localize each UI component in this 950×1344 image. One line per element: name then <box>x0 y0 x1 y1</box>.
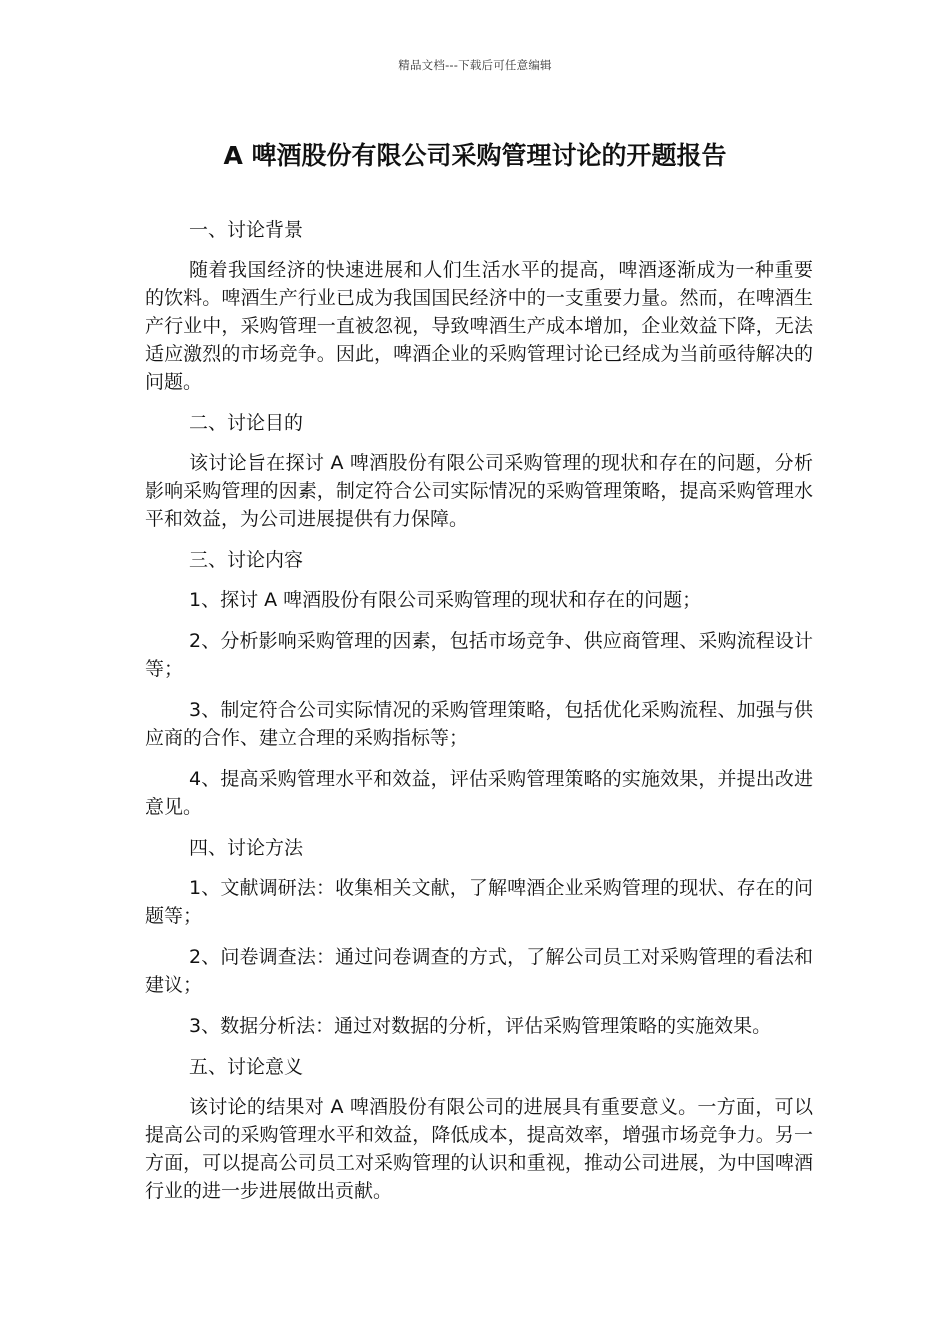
section-heading-methods: 四、讨论方法 <box>189 837 304 859</box>
section-heading-background: 一、讨论背景 <box>189 219 304 241</box>
section-heading-content: 三、讨论内容 <box>189 549 304 571</box>
document-title: A 啤酒股份有限公司采购管理讨论的开题报告 <box>223 141 727 170</box>
content-item-3: 3、制定符合公司实际情况的采购管理策略，包括优化采购流程、加强与供应商的合作、建立合理的采购指标等； <box>145 699 813 749</box>
method-item-2: 2、问卷调查法：通过问卷调查的方式，了解公司员工对采购管理的看法和建议； <box>145 946 813 996</box>
content-item-2: 2、分析影响采购管理的因素，包括市场竞争、供应商管理、采购流程设计等； <box>145 630 813 680</box>
paragraph-significance: 该讨论的结果对 A 啤酒股份有限公司的进展具有重要意义。一方面，可以提高公司的采购管理水平和效益，降低成本，提高效率，增强市场竞争力。另一方面，可以提高公司员工对采购管理的认识和重视，推动公司进展，为中国啤酒行业的进一步进展做出贡献。 <box>145 1096 813 1202</box>
paragraph-background: 随着我国经济的快速进展和人们生活水平的提高，啤酒逐渐成为一种重要的饮料。啤酒生产行业已成为我国国民经济中的一支重要力量。然而，在啤酒生产行业中，采购管理一直被忽视，导致啤酒生产成本增加，企业效益下降，无法适应激烈的市场竞争。因此，啤酒企业的采购管理讨论已经成为当前亟待解决的问题。 <box>145 259 813 393</box>
method-item-1: 1、文献调研法：收集相关文献，了解啤酒企业采购管理的现状、存在的问题等； <box>145 877 813 927</box>
content-item-4: 4、提高采购管理水平和效益，评估采购管理策略的实施效果，并提出改进意见。 <box>145 768 813 818</box>
section-heading-significance: 五、讨论意义 <box>189 1056 304 1078</box>
document-body <box>145 216 813 1218</box>
header-note: 精品文档---下载后可任意编辑 <box>398 58 552 72</box>
content-item-1: 1、探讨 A 啤酒股份有限公司采购管理的现状和存在的问题； <box>189 589 702 611</box>
method-item-3: 3、数据分析法：通过对数据的分析，评估采购管理策略的实施效果。 <box>189 1015 772 1037</box>
paragraph-purpose: 该讨论旨在探讨 A 啤酒股份有限公司采购管理的现状和存在的问题，分析影响采购管理的因素，制定符合公司实际情况的采购管理策略，提高采购管理水平和效益，为公司进展提供有力保障。 <box>145 452 813 530</box>
section-heading-purpose: 二、讨论目的 <box>189 412 304 434</box>
